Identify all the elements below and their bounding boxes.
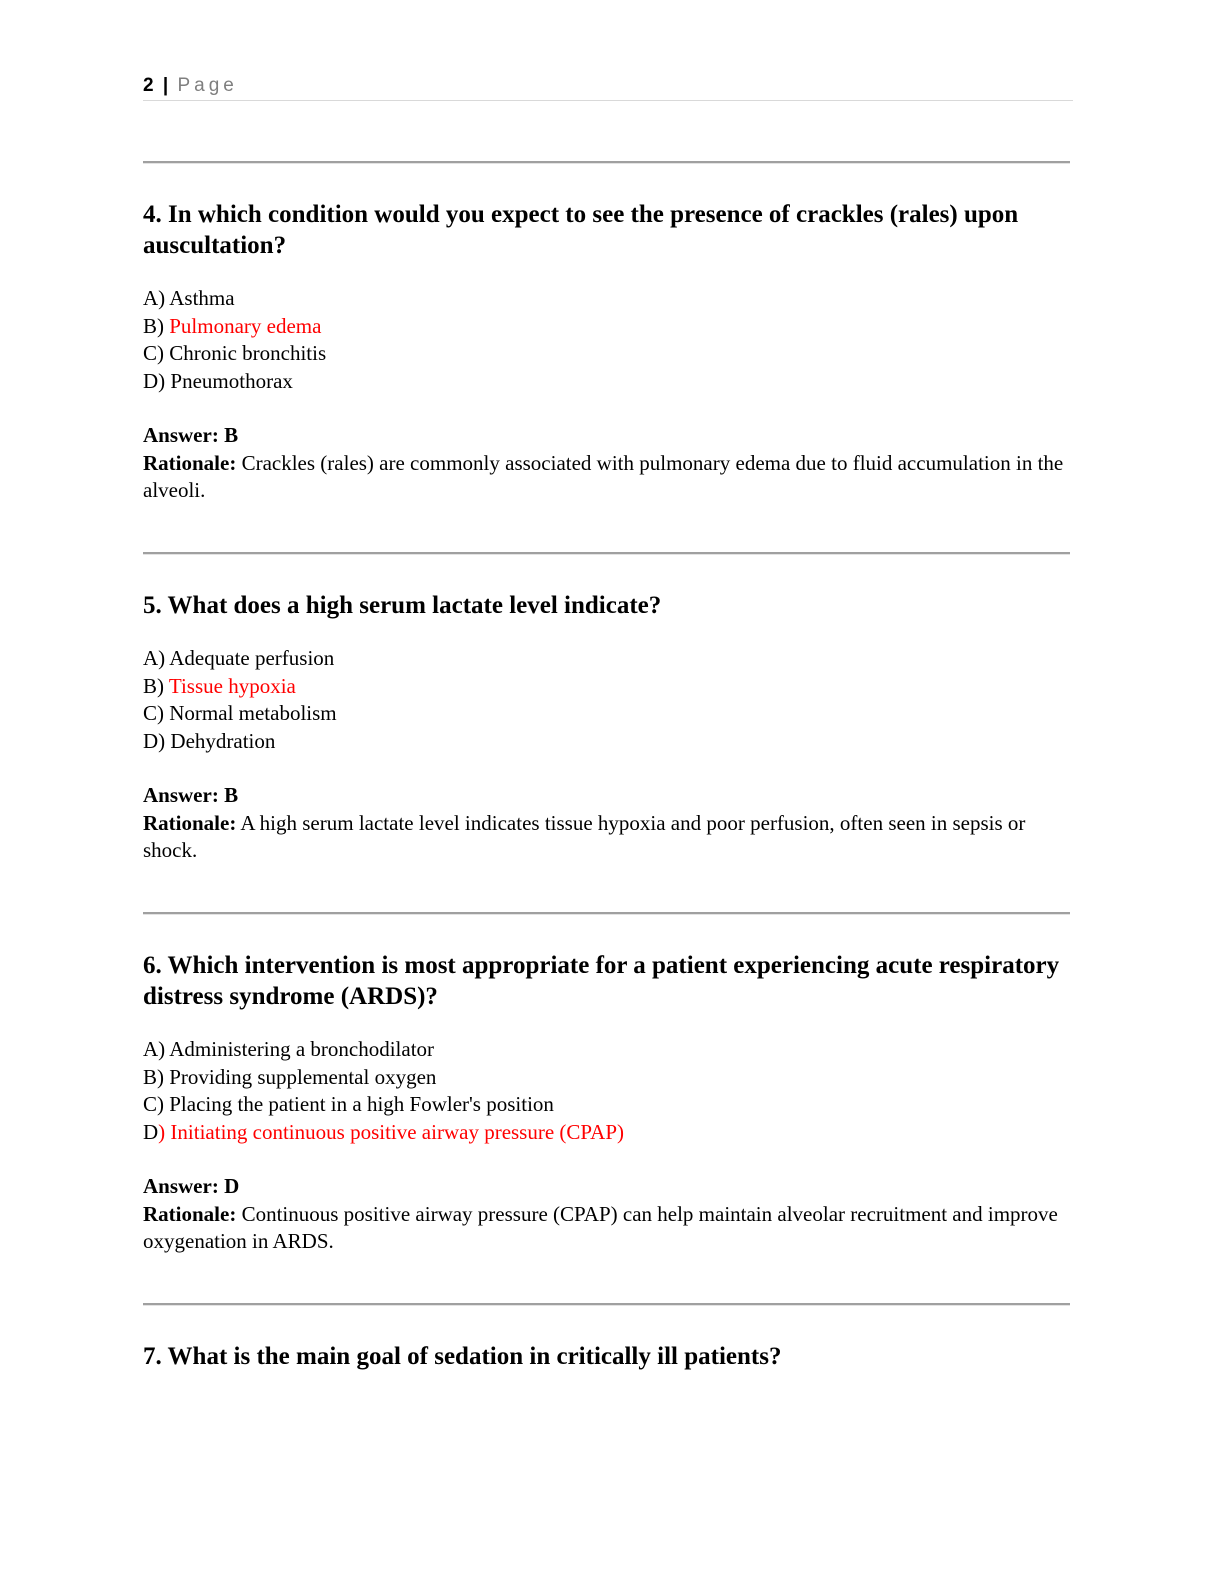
- page-header: [143, 72, 1073, 101]
- option-letter: D): [143, 368, 166, 393]
- option-b: [143, 673, 1073, 701]
- option-text: Normal metabolism: [164, 701, 337, 725]
- option-d: [143, 1119, 1073, 1147]
- option-text: Dehydration: [165, 728, 276, 753]
- options-list: [143, 285, 1073, 395]
- option-a: [143, 1036, 1073, 1064]
- question-block-5: [143, 590, 1073, 865]
- rationale-text: Crackles (rales) are commonly associated with pulmonary edema due to fluid accumulation in the alveoli.: [143, 450, 1064, 502]
- section-divider: [143, 161, 1070, 164]
- question-text: 7. What is the main goal of sedation in critically ill patients?: [143, 1343, 782, 1370]
- answer-section: [143, 1173, 1073, 1256]
- option-text: Placing the patient in a high Fowler's position: [164, 1092, 554, 1116]
- option-letter: C): [143, 1092, 164, 1116]
- option-letter: D: [143, 1119, 159, 1144]
- question-block-4: [143, 199, 1073, 505]
- option-letter: A): [143, 286, 166, 310]
- rationale-label: Rationale:: [143, 450, 237, 475]
- answer-section: [143, 782, 1073, 865]
- rationale-label: Rationale:: [143, 810, 237, 835]
- answer-label: Answer: D: [143, 1174, 240, 1198]
- option-letter: C): [143, 701, 164, 725]
- option-text: Administering a bronchodilator: [165, 1037, 435, 1061]
- rationale: [143, 450, 1073, 505]
- option-text: Providing supplemental oxygen: [164, 1064, 437, 1089]
- option-text: Adequate perfusion: [165, 646, 335, 670]
- option-text-correct: Pulmonary edema: [164, 313, 322, 338]
- rationale-text: A high serum lactate level indicates tissue hypoxia and poor perfusion, often seen in sepsis or shock.: [143, 810, 1026, 862]
- option-text-correct: ) Initiating continuous positive airway pressure (CPAP): [158, 1119, 625, 1144]
- option-text: Pneumothorax: [165, 368, 293, 393]
- option-letter: A): [143, 646, 166, 670]
- option-b: [143, 1064, 1073, 1092]
- option-text-correct: Tissue hypoxia: [164, 673, 296, 698]
- question-block-7: [143, 1341, 1073, 1372]
- option-letter: B): [143, 313, 164, 338]
- answer-section: [143, 422, 1073, 505]
- option-a: [143, 645, 1073, 673]
- question-block-6: [143, 950, 1073, 1256]
- option-c: [143, 340, 1073, 368]
- option-d: [143, 368, 1073, 396]
- page-number: 2: [143, 75, 154, 96]
- question-text: 4. In which condition would you expect to see the presence of crackles (rales) upon auscultation?: [143, 201, 1019, 259]
- option-letter: D): [143, 728, 166, 753]
- option-text: Chronic bronchitis: [164, 341, 327, 365]
- answer-label: Answer: B: [143, 783, 239, 807]
- question-text: 6. Which intervention is most appropriate for a patient experiencing acute respiratory distress syndrome (ARDS)?: [143, 952, 1060, 1010]
- option-c: [143, 1091, 1073, 1119]
- question-text: 5. What does a high serum lactate level indicate?: [143, 592, 662, 619]
- option-letter: A): [143, 1037, 166, 1061]
- option-letter: B): [143, 1064, 164, 1089]
- option-letter: B): [143, 673, 164, 698]
- rationale: [143, 1201, 1073, 1256]
- option-b: [143, 313, 1073, 341]
- rationale-text: Continuous positive airway pressure (CPAP) can help maintain alveolar recruitment and improve oxygenation in ARDS.: [143, 1201, 1058, 1253]
- options-list: [143, 1036, 1073, 1146]
- option-text: Asthma: [165, 286, 235, 310]
- section-divider: [143, 552, 1070, 555]
- option-d: [143, 728, 1073, 756]
- rationale-label: Rationale:: [143, 1201, 237, 1226]
- section-divider: [143, 912, 1070, 915]
- page-separator: |: [162, 75, 169, 96]
- option-letter: C): [143, 341, 164, 365]
- rationale: [143, 810, 1073, 865]
- option-c: [143, 700, 1073, 728]
- options-list: [143, 645, 1073, 755]
- section-divider: [143, 1303, 1070, 1306]
- option-a: [143, 285, 1073, 313]
- answer-label: Answer: B: [143, 423, 239, 447]
- page-word: Page: [177, 75, 238, 96]
